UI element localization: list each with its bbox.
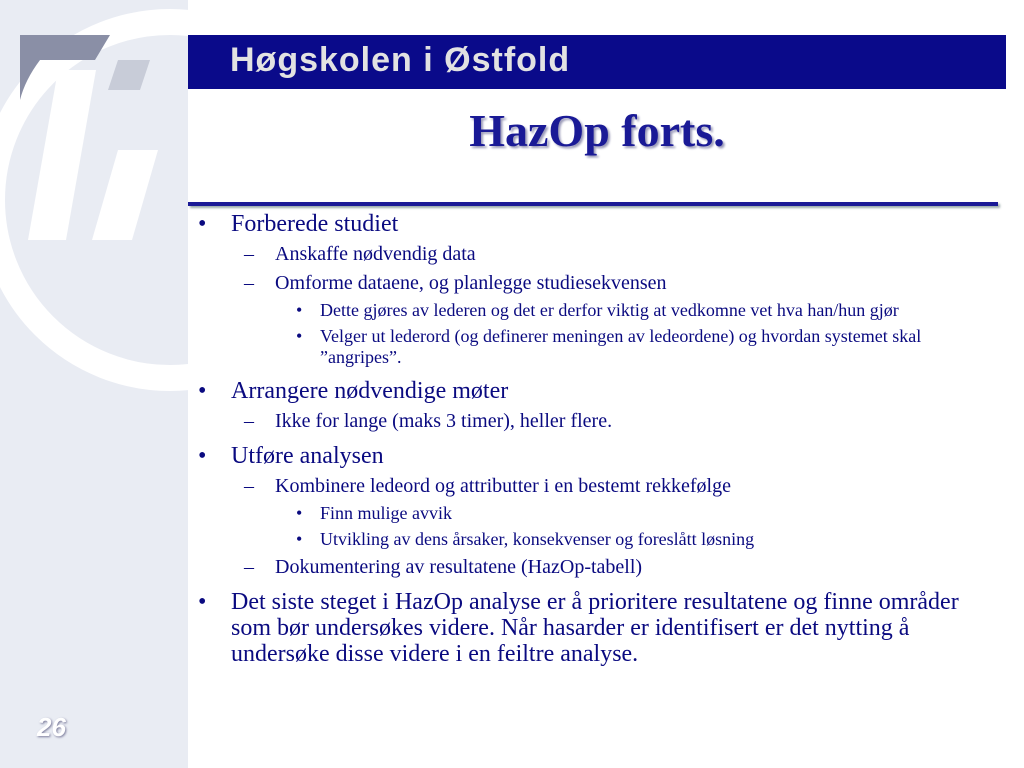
sub-sub-bullet-item: • Dette gjøres av lederen og det er derfor viktig at vedkomne vet hva han/hun gjør — [296, 300, 899, 320]
bullet-item: • Arrangere nødvendige møter — [198, 378, 509, 404]
title-divider — [188, 202, 998, 206]
sub-bullet-item: – Kombinere ledeord og attributter i en bestemt rekkefølge — [244, 475, 731, 497]
sub-bullet-item: – Dokumentering av resultatene (HazOp-tabell) — [244, 556, 643, 578]
bullet-item: • Forberede studiet — [198, 211, 399, 237]
bullet-item: • Utføre analysen — [198, 443, 384, 469]
sub-sub-bullet-item: • Utvikling av dens årsaker, konsekvenser og foreslått løsning — [296, 529, 755, 549]
bullet-item: • Det siste steget i HazOp analyse er å prioritere resultatene og finne områder som bør undersøkes videre. Når hasarder er identifisert er det nytting å undersøke disse videre i en feiltre analyse. — [198, 589, 959, 667]
bullet-list — [188, 211, 968, 667]
institution-name: Høgskolen i Østfold — [230, 41, 571, 79]
sub-sub-bullet-item: • Finn mulige avvik — [296, 503, 452, 523]
slide-title: HazOp forts. — [469, 105, 725, 156]
sub-bullet-item: – Anskaffe nødvendig data — [244, 243, 476, 265]
sub-bullet-item: – Omforme dataene, og planlegge studiesekvensen — [244, 272, 667, 294]
hiof-logo-icon — [0, 0, 188, 400]
page-number: 26 — [37, 712, 66, 742]
institution-banner — [188, 35, 1006, 89]
slide-content — [188, 208, 968, 667]
sub-bullet-item: – Ikke for lange (maks 3 timer), heller flere. — [244, 410, 613, 432]
sub-sub-bullet-item: • Velger ut lederord (og definerer meningen av ledeordene) og hvordan systemet skal ”angripes”. — [296, 326, 922, 367]
